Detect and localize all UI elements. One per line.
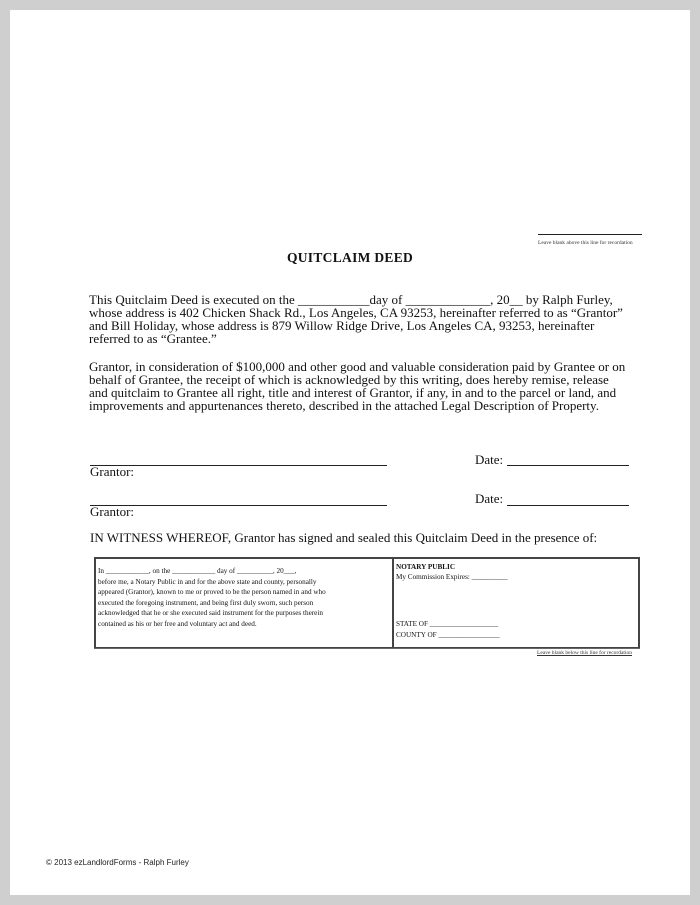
grantor-signature-line-2[interactable] xyxy=(90,505,387,506)
witness-statement: IN WITNESS WHEREOF, Grantor has signed and sealed this Quitclaim Deed in the presence of: xyxy=(90,530,598,545)
paragraph-line: referred to as “Grantee.” xyxy=(89,331,217,346)
recording-line-bottom xyxy=(94,648,640,649)
consideration-paragraph xyxy=(89,360,625,412)
recording-note-bottom: Leave blank below this line for recordation xyxy=(537,650,632,656)
grantor-label-1: Grantor: xyxy=(90,464,135,479)
notary-line: before me, a Notary Public in and for the above state and county, personally xyxy=(98,577,317,586)
date-line-1[interactable] xyxy=(507,465,629,466)
recording-line-top xyxy=(538,234,642,235)
grantor-signature-line-1[interactable] xyxy=(90,465,387,466)
paragraph-line: and quitclaim to Grantee all right, title and interest of Grantor, if any, in and to the parcel or land, and xyxy=(89,385,617,400)
notary-box xyxy=(94,557,640,649)
state-of-field: STATE OF ___________________ xyxy=(396,620,499,628)
execution-paragraph xyxy=(89,293,623,345)
recording-note-top: Leave blank above this line for recordation xyxy=(538,240,633,246)
paragraph-line: improvements and appurtenances thereto, described in the attached Legal Description of Property. xyxy=(89,398,599,413)
county-of-field: COUNTY OF _________________ xyxy=(396,631,500,639)
grantor-label-2: Grantor: xyxy=(90,504,135,519)
paragraph-line: behalf of Grantee, the receipt of which is acknowledged by this writing, does hereby remise, release xyxy=(89,372,609,387)
paragraph-line: This Quitclaim Deed is executed on the ___________day of _____________, 20__ by Ralph Furley, xyxy=(89,292,613,307)
commission-expires: My Commission Expires: __________ xyxy=(396,573,508,581)
paragraph-line: whose address is 402 Chicken Shack Rd., Los Angeles, CA 93253, hereinafter referred to as “Grantor” xyxy=(89,305,623,320)
notary-line: appeared (Grantor), known to me or proved to be the person named in and who xyxy=(98,588,326,597)
copyright-footer: © 2013 ezLandlordForms - Ralph Furley xyxy=(46,858,189,867)
date-label-1: Date: xyxy=(475,452,504,467)
notary-line: executed the foregoing instrument, and being first duly sworn, such person xyxy=(98,598,314,607)
notary-box-divider xyxy=(392,559,394,647)
notary-public-heading: NOTARY PUBLIC xyxy=(396,563,456,571)
notary-acknowledgment xyxy=(98,566,326,630)
document-page xyxy=(10,10,690,895)
paragraph-line: Grantor, in consideration of $100,000 and other good and valuable consideration paid by Grantee or on xyxy=(89,359,626,374)
notary-line: contained as his or her free and voluntary act and deed. xyxy=(98,619,257,628)
paragraph-line: and Bill Holiday, whose address is 879 Willow Ridge Drive, Los Angeles CA, 93253, hereinafter xyxy=(89,318,595,333)
notary-line: In ____________, on the ____________ day of __________, 20___, xyxy=(98,567,297,575)
document-title: QUITCLAIM DEED xyxy=(286,250,414,265)
date-line-2[interactable] xyxy=(507,505,629,506)
notary-line: acknowledged that he or she executed said instrument for the purposes therein xyxy=(98,609,323,618)
date-label-2: Date: xyxy=(475,491,504,506)
